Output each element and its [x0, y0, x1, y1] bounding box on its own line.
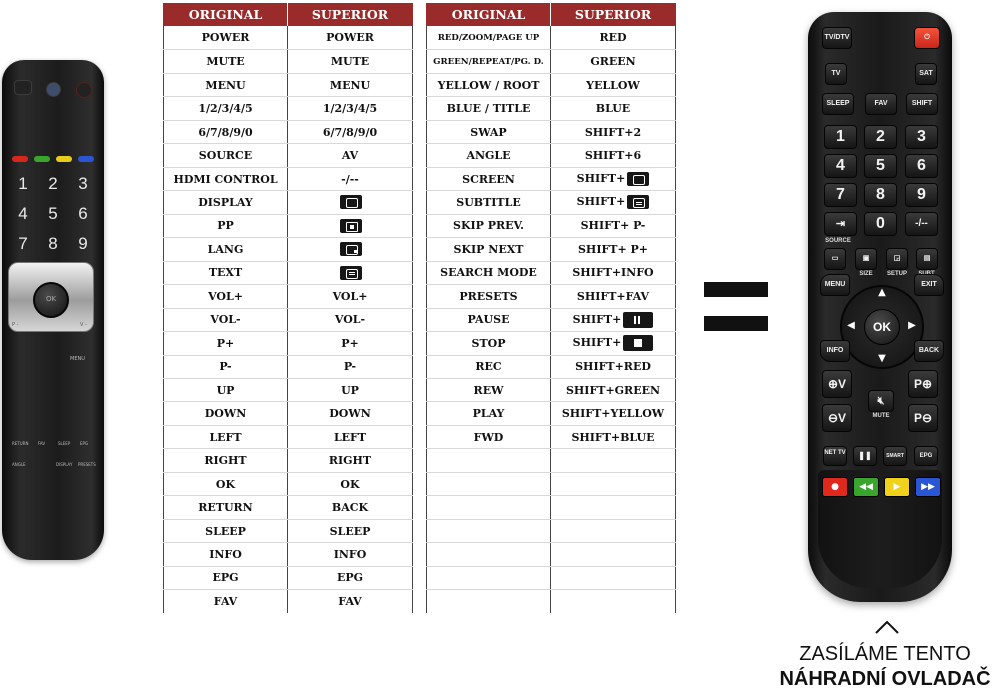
column-header-superior: SUPERIOR [288, 3, 413, 26]
mute-button [868, 390, 894, 412]
original-key-cell [427, 519, 551, 542]
setup-button [886, 248, 908, 270]
setup-label: SETUP [886, 271, 907, 277]
table-row [164, 379, 413, 402]
table-row [164, 449, 413, 472]
left-key-6: 6 [78, 204, 88, 223]
left-key-8: 8 [48, 234, 58, 253]
color-button-green [34, 156, 50, 162]
table-row [427, 167, 676, 190]
original-key-cell: EPG [164, 566, 288, 589]
display-icon: ▭ [831, 255, 839, 262]
sleep-button: SLEEP [822, 93, 854, 115]
table-row [164, 73, 413, 96]
left-key-1: 1 [18, 174, 28, 193]
superior-key-cell: -/-- [288, 167, 413, 190]
original-key-cell: YELLOW / ROOT [427, 73, 551, 96]
table-row [164, 566, 413, 589]
left-key-4: 4 [18, 204, 28, 223]
number-key-4: 4 [824, 154, 857, 178]
superior-key-cell [551, 496, 676, 519]
number-key-5: 5 [864, 154, 897, 178]
table-row [427, 566, 676, 589]
number-key-0: 0 [864, 212, 897, 236]
table-row [164, 355, 413, 378]
original-key-cell: DOWN [164, 402, 288, 425]
original-key-cell: INFO [164, 543, 288, 566]
table-row [164, 332, 413, 355]
setup-icon: ◲ [893, 255, 901, 262]
left-arrow-icon: ◀ [847, 320, 855, 331]
mute-label: MUTE [872, 413, 890, 419]
ok-button: OK [864, 309, 900, 345]
superior-key-cell: UP [288, 379, 413, 402]
fast-forward-icon: ▶▶ [921, 482, 935, 492]
original-key-cell [427, 590, 551, 613]
superior-key-cell: OK [288, 472, 413, 495]
dash-button: -/-- [905, 212, 938, 236]
table-row [427, 120, 676, 143]
original-key-cell [427, 496, 551, 519]
green-button [853, 477, 879, 497]
original-key-cell [427, 566, 551, 589]
table-row [164, 167, 413, 190]
shift-button: SHIFT [906, 93, 938, 115]
superior-key-cell: RED [551, 26, 676, 49]
original-key-cell: DISPLAY [164, 191, 288, 214]
number-key-1: 1 [824, 125, 857, 149]
table-row [427, 214, 676, 237]
table-row [164, 191, 413, 214]
left-display-label: DISPLAY [56, 462, 73, 467]
original-key-cell: PLAY [427, 402, 551, 425]
superior-key-cell: SHIFT+BLUE [551, 425, 676, 448]
table-row [164, 590, 413, 613]
original-key-cell: PRESETS [427, 285, 551, 308]
superior-key-cell [288, 238, 413, 261]
table-row [164, 425, 413, 448]
table-row [427, 472, 676, 495]
blue-button [915, 477, 941, 497]
superior-key-cell: MUTE [288, 50, 413, 73]
superior-key-cell: LEFT [288, 425, 413, 448]
left-key-5: 5 [48, 204, 58, 223]
original-key-cell: SOURCE [164, 144, 288, 167]
superior-key-cell: POWER [288, 26, 413, 49]
original-key-cell: P+ [164, 332, 288, 355]
original-key-cell: REC [427, 355, 551, 378]
original-key-cell: PP [164, 214, 288, 237]
table-row [427, 496, 676, 519]
net-tv-button: NET TV [823, 446, 847, 466]
table-row [427, 97, 676, 120]
table-row [427, 285, 676, 308]
superior-key-cell: FAV [288, 590, 413, 613]
table-row [427, 425, 676, 448]
superior-key-cell: SHIFT+FAV [551, 285, 676, 308]
left-menu-label: MENU [70, 356, 85, 362]
info-button: INFO [820, 340, 850, 362]
number-key-9: 9 [905, 183, 938, 207]
original-key-cell: RETURN [164, 496, 288, 519]
screen-icon [627, 172, 649, 186]
table-row [164, 238, 413, 261]
equals-sign-top-bar [704, 282, 768, 297]
table-row [164, 50, 413, 73]
superior-key-cell: SLEEP [288, 519, 413, 542]
display-button [824, 248, 846, 270]
red-button [822, 477, 848, 497]
original-key-cell: SKIP NEXT [427, 238, 551, 261]
original-key-cell: VOL- [164, 308, 288, 331]
table-header-row [164, 3, 413, 26]
left-epg-label: EPG [80, 441, 89, 446]
original-key-cell: MUTE [164, 50, 288, 73]
table-row [164, 402, 413, 425]
original-key-cell: ANGLE [427, 144, 551, 167]
up-arrow-icon: ▲ [878, 287, 886, 298]
original-key-cell: LEFT [164, 425, 288, 448]
table-row [427, 449, 676, 472]
mute-icon: 🔇︎ [877, 395, 885, 407]
column-header-superior: SUPERIOR [551, 3, 676, 26]
stop-icon [623, 335, 653, 351]
equals-sign-bottom-bar [704, 316, 768, 331]
left-sleep-label: SLEEP [58, 441, 71, 446]
smart-button: SMART [883, 446, 907, 466]
table-row [427, 50, 676, 73]
original-key-cell: GREEN/REPEAT/PG. D. [427, 50, 551, 73]
number-key-3: 3 [905, 125, 938, 149]
tvdtv-button: TV/DTV [822, 27, 852, 49]
original-key-cell: OK [164, 472, 288, 495]
superior-key-cell: 6/7/8/9/0 [288, 120, 413, 143]
original-key-cell: UP [164, 379, 288, 402]
original-key-cell: FWD [427, 425, 551, 448]
original-key-cell: TEXT [164, 261, 288, 284]
table-row [164, 519, 413, 542]
menu-button: MENU [820, 274, 850, 296]
table-header-row [427, 3, 676, 26]
subtitle-icon: ▤ [923, 255, 931, 262]
caption-line-1: ZASÍLÁME TENTO [799, 643, 971, 665]
record-icon: ● [831, 482, 839, 492]
superior-key-cell: SHIFT+2 [551, 120, 676, 143]
superior-key-cell [551, 590, 676, 613]
yellow-button [884, 477, 910, 497]
table-row [427, 308, 676, 331]
tv-button [46, 82, 61, 97]
source-label: SOURCE [825, 238, 851, 244]
superior-key-cell: VOL- [288, 308, 413, 331]
original-key-cell: REW [427, 379, 551, 402]
table-row [164, 97, 413, 120]
table-row [427, 191, 676, 214]
table-row [164, 496, 413, 519]
subtitle-button [916, 248, 938, 270]
superior-key-cell: YELLOW [551, 73, 676, 96]
superior-key-cell: SHIFT+INFO [551, 261, 676, 284]
table-row [164, 543, 413, 566]
right-arrow-icon: ▶ [908, 320, 916, 331]
table-row [427, 543, 676, 566]
superior-key-cell: 1/2/3/4/5 [288, 97, 413, 120]
left-key-2: 2 [48, 174, 58, 193]
superior-key-cell [551, 543, 676, 566]
superior-key-cell: DOWN [288, 402, 413, 425]
superior-key-cell: SHIFT+GREEN [551, 379, 676, 402]
source-input-icon: ⇥ [835, 218, 846, 230]
power-button [76, 82, 92, 98]
superior-key-cell: SHIFT+RED [551, 355, 676, 378]
table-row [427, 238, 676, 261]
lang-icon [340, 242, 362, 256]
number-key-7: 7 [824, 183, 857, 207]
sat-button: SAT [915, 63, 937, 85]
original-key-cell: SKIP PREV. [427, 214, 551, 237]
original-key-cell: MENU [164, 73, 288, 96]
original-key-cell: FAV [164, 590, 288, 613]
superior-key-cell: SHIFT+YELLOW [551, 402, 676, 425]
original-key-cell: SCREEN [427, 167, 551, 190]
table-row [164, 285, 413, 308]
superior-key-cell: SHIFT+ [551, 167, 676, 190]
volume-up-button: ⊕V [822, 370, 852, 398]
left-fav-label: FAV [38, 441, 46, 446]
power-button [914, 27, 940, 49]
left-v-minus-label: V - [80, 322, 87, 328]
superior-key-cell: SHIFT+6 [551, 144, 676, 167]
table-row [164, 26, 413, 49]
superior-key-cell: INFO [288, 543, 413, 566]
left-key-3: 3 [78, 174, 88, 193]
left-key-9: 9 [78, 234, 88, 253]
superior-key-cell: MENU [288, 73, 413, 96]
left-ok-label: OK [45, 295, 57, 303]
original-key-cell [427, 472, 551, 495]
program-down-button: P⊖ [908, 404, 938, 432]
table-row [164, 120, 413, 143]
original-key-cell: VOL+ [164, 285, 288, 308]
superior-key-cell [551, 472, 676, 495]
original-key-cell: SEARCH MODE [427, 261, 551, 284]
superior-key-cell: P+ [288, 332, 413, 355]
superior-key-cell: BLUE [551, 97, 676, 120]
volume-down-button: ⊖V [822, 404, 852, 432]
input-button [14, 80, 32, 95]
original-key-cell: HDMI CONTROL [164, 167, 288, 190]
size-button [855, 248, 877, 270]
superior-key-cell: SHIFT+ [551, 191, 676, 214]
superior-key-cell: P- [288, 355, 413, 378]
table-row [427, 144, 676, 167]
original-key-cell: SUBTITLE [427, 191, 551, 214]
pause-icon: ❚❚ [858, 451, 872, 460]
original-key-cell: SWAP [427, 120, 551, 143]
original-key-cell [427, 449, 551, 472]
mapping-table-1 [163, 3, 413, 613]
play-icon: ▶ [893, 482, 901, 492]
table-row [427, 519, 676, 542]
superior-key-cell: RIGHT [288, 449, 413, 472]
original-key-cell: SLEEP [164, 519, 288, 542]
left-return-label: RETURN [12, 441, 29, 446]
color-button-red [12, 156, 28, 162]
table-row [427, 355, 676, 378]
superior-key-cell: SHIFT+ P- [551, 214, 676, 237]
exit-button: EXIT [914, 274, 944, 296]
original-key-cell: STOP [427, 332, 551, 355]
left-p-minus-label: P - [12, 322, 19, 328]
superior-key-cell: AV [288, 144, 413, 167]
table-row [164, 472, 413, 495]
program-up-button: P⊕ [908, 370, 938, 398]
pause-button [853, 446, 877, 466]
original-key-cell: RIGHT [164, 449, 288, 472]
superior-key-cell: EPG [288, 566, 413, 589]
tv-button: TV [825, 63, 847, 85]
original-key-cell: BLUE / TITLE [427, 97, 551, 120]
pp-icon [340, 219, 362, 233]
table-row [164, 214, 413, 237]
table-row [164, 261, 413, 284]
original-key-cell: POWER [164, 26, 288, 49]
table-row [427, 261, 676, 284]
left-angle-label: ANGLE [12, 462, 26, 467]
original-key-cell: 6/7/8/9/0 [164, 120, 288, 143]
color-button-yellow [56, 156, 72, 162]
original-key-cell: P- [164, 355, 288, 378]
mapping-table-2 [426, 3, 676, 613]
table-row [427, 402, 676, 425]
original-key-cell: PAUSE [427, 308, 551, 331]
superior-key-cell [288, 214, 413, 237]
power-icon: ⏻ [924, 34, 930, 41]
number-key-6: 6 [905, 154, 938, 178]
table-row [164, 308, 413, 331]
caption-line-2: NÁHRADNÍ OVLADAČ [779, 668, 991, 690]
original-key-cell: RED/ZOOM/PAGE UP [427, 26, 551, 49]
superior-key-cell: VOL+ [288, 285, 413, 308]
fav-button: FAV [865, 93, 897, 115]
subtitle-icon [627, 195, 649, 209]
text-icon [340, 266, 362, 280]
caret-up-icon [874, 620, 900, 634]
rewind-icon: ◀◀ [859, 482, 873, 492]
size-icon: ▣ [862, 255, 870, 262]
down-arrow-icon: ▼ [878, 353, 886, 364]
table-row [427, 332, 676, 355]
column-header-original: ORIGINAL [164, 3, 288, 26]
superior-key-cell: SHIFT+ P+ [551, 238, 676, 261]
superior-key-cell [551, 566, 676, 589]
table-row [164, 144, 413, 167]
left-key-7: 7 [18, 234, 28, 253]
column-header-original: ORIGINAL [427, 3, 551, 26]
table-row [427, 590, 676, 613]
number-key-8: 8 [864, 183, 897, 207]
left-presets-label: PRESETS [78, 462, 96, 467]
superior-key-cell: SHIFT+ [551, 308, 676, 331]
source-button [824, 212, 857, 236]
original-key-cell: 1/2/3/4/5 [164, 97, 288, 120]
superior-key-cell [288, 261, 413, 284]
superior-key-cell: GREEN [551, 50, 676, 73]
superior-key-cell [288, 191, 413, 214]
number-key-2: 2 [864, 125, 897, 149]
superior-key-cell [551, 449, 676, 472]
original-key-cell [427, 543, 551, 566]
table-row [427, 26, 676, 49]
superior-key-cell: BACK [288, 496, 413, 519]
superior-key-cell: SHIFT+ [551, 332, 676, 355]
back-button: BACK [914, 340, 944, 362]
table-row [427, 73, 676, 96]
epg-button: EPG [914, 446, 938, 466]
size-label: SIZE [859, 271, 873, 277]
pause-icon [623, 312, 653, 328]
superior-key-cell [551, 519, 676, 542]
display-icon [340, 195, 362, 209]
table-row [427, 379, 676, 402]
color-button-blue [78, 156, 94, 162]
original-key-cell: LANG [164, 238, 288, 261]
